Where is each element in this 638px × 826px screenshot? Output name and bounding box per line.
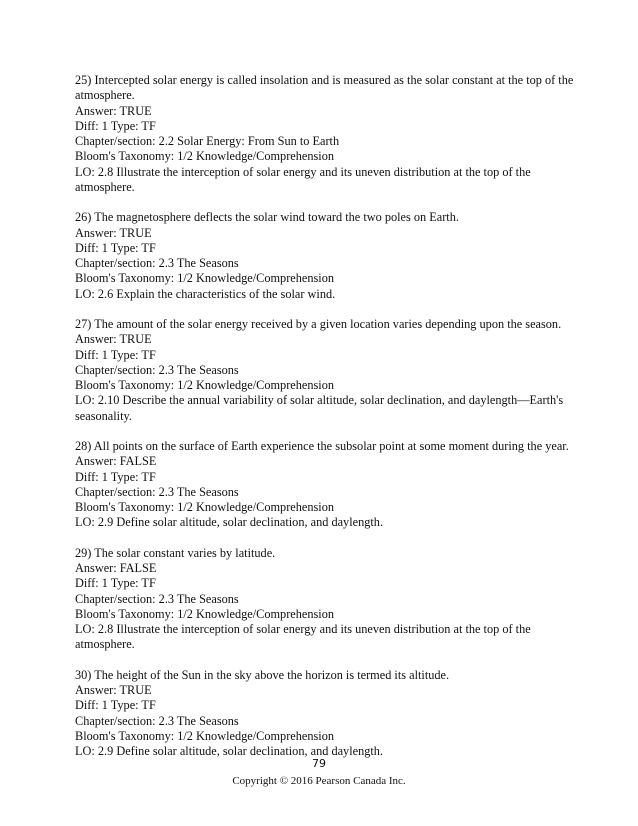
page-number: 79	[312, 757, 326, 770]
difficulty-line: Diff: 1 Type: TF	[75, 240, 156, 255]
learning-objective-line: LO: 2.9 Define solar altitude, solar declination, and daylength.	[75, 744, 384, 758]
chapter-line: Chapter/section: 2.3 The Seasons	[75, 713, 239, 728]
chapter-line: Chapter/section: 2.3 The Seasons	[75, 362, 239, 377]
learning-objective-line: LO: 2.8 Illustrate the interception of solar energy and its uneven distribution at the top of the atmosphere.	[75, 622, 531, 652]
learning-objective-line: LO: 2.10 Describe the annual variability of solar altitude, solar declination, and daylength—Earth's seasonality.	[75, 393, 564, 423]
question-block-29	[75, 546, 575, 653]
chapter-line: Chapter/section: 2.3 The Seasons	[75, 484, 239, 499]
blooms-line: Bloom's Taxonomy: 1/2 Knowledge/Comprehension	[75, 149, 335, 164]
question-text: 26) The magnetosphere deflects the solar wind toward the two poles on Earth.	[75, 210, 459, 225]
learning-objective-line: LO: 2.8 Illustrate the interception of solar energy and its uneven distribution at the top of the atmosphere.	[75, 164, 531, 194]
question-text: 27) The amount of the solar energy received by a given location varies depending upon the season.	[75, 317, 562, 331]
learning-objective-line: LO: 2.9 Define solar altitude, solar declination, and daylength.	[75, 515, 384, 530]
question-text: 29) The solar constant varies by latitude.	[75, 545, 276, 560]
question-block-26	[75, 210, 575, 302]
question-block-27	[75, 317, 575, 424]
question-text: 25) Intercepted solar energy is called insolation and is measured as the solar constant at the top of the atmosphere.	[75, 73, 574, 103]
document-body	[75, 73, 575, 775]
chapter-line: Chapter/section: 2.3 The Seasons	[75, 591, 239, 606]
answer-line: Answer: TRUE	[75, 103, 152, 118]
question-block-28	[75, 439, 575, 531]
blooms-line: Bloom's Taxonomy: 1/2 Knowledge/Comprehension	[75, 500, 335, 514]
blooms-line: Bloom's Taxonomy: 1/2 Knowledge/Comprehension	[75, 606, 335, 621]
difficulty-line: Diff: 1 Type: TF	[75, 469, 156, 484]
learning-objective-line: LO: 2.6 Explain the characteristics of the solar wind.	[75, 286, 336, 301]
question-block-25	[75, 73, 575, 195]
difficulty-line: Diff: 1 Type: TF	[75, 118, 156, 133]
answer-line: Answer: TRUE	[75, 683, 152, 697]
question-block-30	[75, 668, 575, 760]
question-text: 28) All points on the surface of Earth experience the subsolar point at some moment during the year.	[75, 439, 569, 453]
difficulty-line: Diff: 1 Type: TF	[75, 576, 156, 591]
difficulty-line: Diff: 1 Type: TF	[75, 698, 156, 713]
difficulty-line: Diff: 1 Type: TF	[75, 347, 156, 362]
question-text: 30) The height of the Sun in the sky above the horizon is termed its altitude.	[75, 667, 450, 682]
copyright-notice: Copyright © 2016 Pearson Canada Inc.	[232, 775, 406, 787]
answer-line: Answer: TRUE	[75, 225, 152, 240]
chapter-line: Chapter/section: 2.3 The Seasons	[75, 256, 239, 270]
blooms-line: Bloom's Taxonomy: 1/2 Knowledge/Comprehension	[75, 271, 335, 286]
blooms-line: Bloom's Taxonomy: 1/2 Knowledge/Comprehension	[75, 378, 335, 392]
answer-line: Answer: TRUE	[75, 332, 152, 347]
answer-line: Answer: FALSE	[75, 561, 157, 575]
blooms-line: Bloom's Taxonomy: 1/2 Knowledge/Comprehension	[75, 728, 335, 743]
chapter-line: Chapter/section: 2.2 Solar Energy: From Sun to Earth	[75, 134, 340, 148]
answer-line: Answer: FALSE	[75, 454, 157, 469]
